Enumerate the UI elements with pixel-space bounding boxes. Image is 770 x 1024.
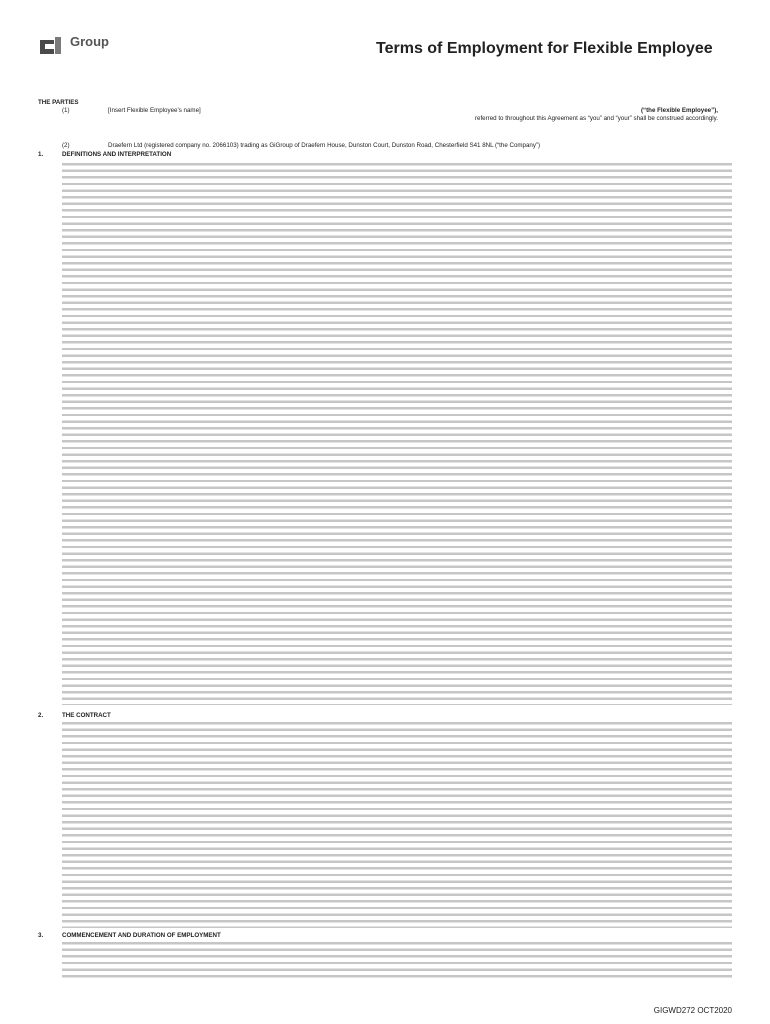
section2-number: 2.	[38, 712, 44, 719]
contract-body-text-block	[62, 722, 732, 928]
parties-heading: THE PARTIES	[38, 99, 79, 106]
logo	[40, 34, 109, 61]
section3-number: 3.	[38, 932, 44, 939]
party2-number: (2)	[62, 142, 70, 149]
section2-title: THE CONTRACT	[62, 712, 111, 719]
commencement-body-text-block	[62, 942, 732, 980]
document-code: GIGWD272 OCT2020	[653, 1006, 732, 1015]
document-title: Terms of Employment for Flexible Employee	[376, 40, 713, 57]
section1-number: 1.	[38, 151, 44, 158]
section3-title: COMMENCEMENT AND DURATION OF EMPLOYMENT	[62, 932, 221, 939]
section1-title: DEFINITIONS AND INTERPRETATION	[62, 151, 172, 158]
party1-defined-term: (“the Flexible Employee”),	[640, 107, 718, 114]
gi-group-logo-icon	[40, 36, 68, 56]
party1-note: referred to throughout this Agreement as “you” and “your” shall be construed accordingly.	[474, 115, 718, 122]
brand-name: Group	[70, 34, 109, 49]
party1-number: (1)	[62, 107, 70, 114]
party1-placeholder: [Insert Flexible Employee’s name]	[108, 107, 201, 114]
definitions-body-text-block	[62, 163, 732, 705]
party2-text: Draefern Ltd (registered company no. 2066103) trading as GiGroup of Draefern House, Dunston Court, Dunston Road, Chesterfield S41 8NL (“the Company”)	[108, 142, 541, 149]
